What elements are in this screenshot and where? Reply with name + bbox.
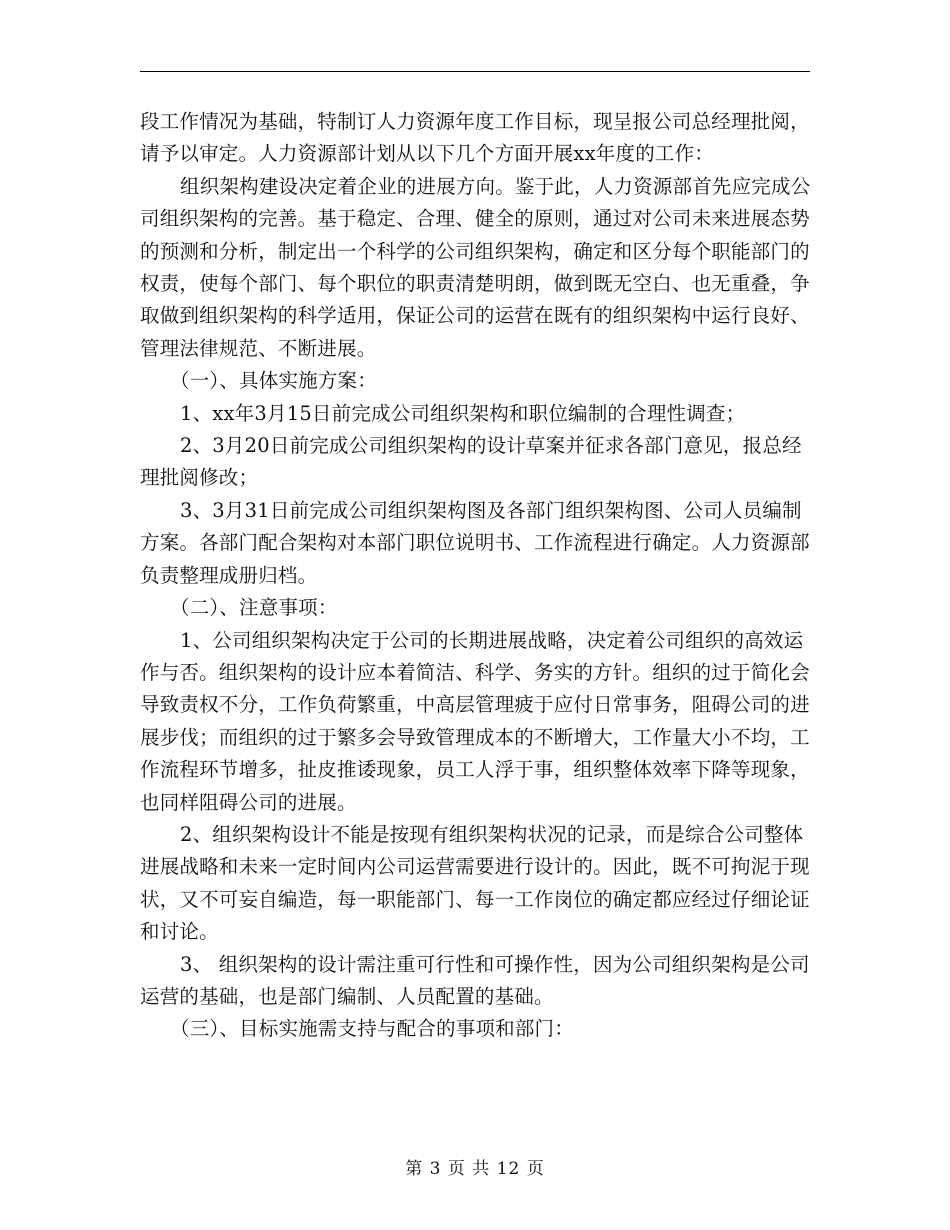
note-item-1: 1、公司组织架构决定于公司的长期进展战略，决定着公司组织的高效运作与否。组织架构的设计应本着简洁、科学、务实的方针。组织的过于简化会导致责权不分，工作负荷繁重，中高层管理疲于应付日常事务，阻碍公司的进展步伐；而组织的过于繁多会导致管理成本的不断增大，工作量大小不均，工作流程环节增多，扯皮推诿现象，员工人浮于事，组织整体效率下降等现象，也同样阻碍公司的进展。 — [140, 628, 810, 814]
document-body — [140, 106, 815, 1046]
paragraph-intro-continued: 段工作情况为基础，特制订人力资源年度工作目标，现呈报公司总经理批阅，请予以审定。人力资源部计划从以下几个方面开展xx年度的工作： — [140, 110, 810, 166]
paragraph-org-structure: 组织架构建设决定着企业的进展方向。鉴于此，人力资源部首先应完成公司组织架构的完善。基于稳定、合理、健全的原则，通过对公司未来进展态势的预测和分析，制定出一个科学的公司组织架构，确定和区分每个职能部门的权责，使每个部门、每个职位的职责清楚明朗，做到既无空白、也无重叠，争取做到组织架构的科学适用，保证公司的运营在既有的组织架构中运行良好、管理法律规范、不断进展。 — [140, 174, 811, 360]
section-heading-implementation-plan: （一）、具体实施方案： — [170, 369, 377, 393]
plan-item-1: 1、xx年3月15日前完成公司组织架构和职位编制的合理性调查； — [180, 401, 746, 425]
page-number-footer: 第 3 页 共 12 页 — [405, 1159, 545, 1179]
plan-item-2: 2、3月20日前完成公司组织架构的设计草案并征求各部门意见，报总经理批阅修改； — [140, 434, 802, 490]
header-rule — [140, 71, 810, 72]
section-heading-support: （三）、目标实施需支持与配合的事项和部门： — [170, 1017, 574, 1041]
note-item-3: 3、 组织架构的设计需注重可行性和可操作性，因为公司组织架构是公司运营的基础，也是部门编制、人员配置的基础。 — [140, 952, 810, 1008]
note-item-2: 2、组织架构设计不能是按现有组织架构状况的记录，而是综合公司整体进展战略和未来一定时间内公司运营需要进行设计的。因此，既不可拘泥于现状，又不可妄自编造，每一职能部门、每一工作岗位的确定都应经过仔细论证和讨论。 — [140, 822, 810, 944]
section-heading-notes: （二）、注意事项： — [170, 596, 338, 620]
plan-item-3: 3、3月31日前完成公司组织架构图及各部门组织架构图、公司人员编制方案。各部门配合架构对本部门职位说明书、工作流程进行确定。人力资源部负责整理成册归档。 — [140, 498, 810, 587]
